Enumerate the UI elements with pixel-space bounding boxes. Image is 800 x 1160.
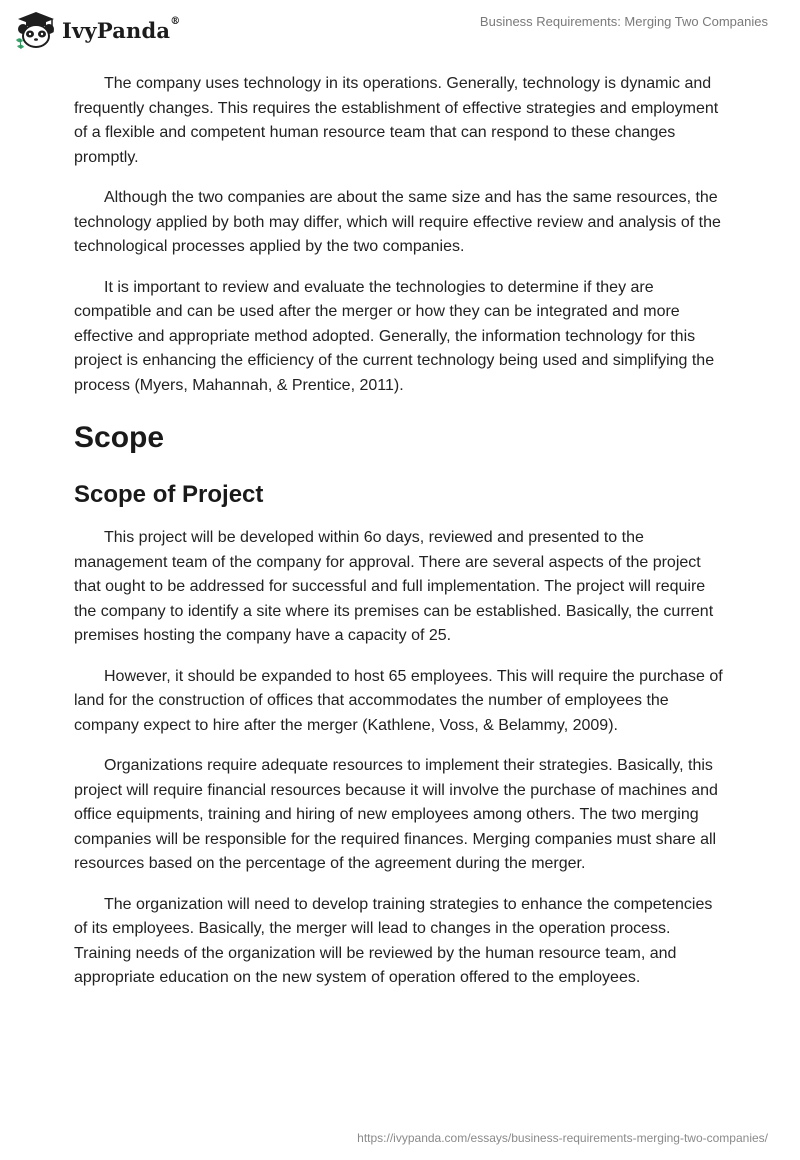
panda-icon: [14, 10, 58, 50]
paragraph: Although the two companies are about the same size and has the same resources, the technology applied by both may differ, which will require effective review and analysis of the technological processes applied by the two companies.: [74, 189, 721, 255]
source-url[interactable]: https://ivypanda.com/essays/business-requirements-merging-two-companies/: [357, 1131, 768, 1145]
registered-mark: ®: [170, 15, 181, 27]
paragraph: The organization will need to develop training strategies to enhance the competencies of its employees. Basically, the merger will lead to changes in the operation process. Training needs of the organization will be reviewed by the human resource team, and appropriate education on the new system of operation offered to the employees.: [74, 895, 713, 986]
subsection-heading-scope-of-project: Scope of Project: [74, 481, 264, 508]
paragraph: However, it should be expanded to host 65 employees. This will require the purchase of land for the construction of offices that accommodates the number of employees the company expect to hire after the merger (Kathlene, Voss, & Belammy, 2009).: [74, 667, 723, 734]
document-title: Business Requirements: Merging Two Companies: [479, 14, 768, 29]
essay-content: [74, 72, 728, 1007]
section-heading-scope: Scope: [74, 421, 165, 454]
paragraph: This project will be developed within 6o days, reviewed and presented to the management team of the company for approval. There are several aspects of the project that ought to be addressed for successful and full implementation. The project will require the company to identify a site where its premises can be established. Basically, the current premises hosting the company have a capacity of 25.: [74, 529, 714, 644]
paragraph: The company uses technology in its operations. Generally, technology is dynamic and frequently changes. This requires the establishment of effective strategies and employment of a flexible and competent human resource team that can respond to these changes promptly.: [74, 75, 719, 166]
ivypanda-logo[interactable]: [14, 10, 180, 50]
logo-text: IvyPanda®: [62, 15, 181, 43]
page-header: [0, 0, 800, 60]
paragraph: Organizations require adequate resources to implement their strategies. Basically, this project will require financial resources because it will involve the purchase of machines and office equipments, training and hiring of new employees among others. The two merging companies will be responsible for the required finances. Merging companies must share all resources based on the percentage of the agreement during the merger.: [74, 757, 718, 872]
paragraph: It is important to review and evaluate the technologies to determine if they are compatible and can be used after the merger or how they can be integrated and more effective and appropriate method adopted. Generally, the information technology for this project is enhancing the efficiency of the current technology being used and simplifying the process (Myers, Mahannah, & Prentice, 2011).: [74, 278, 715, 394]
